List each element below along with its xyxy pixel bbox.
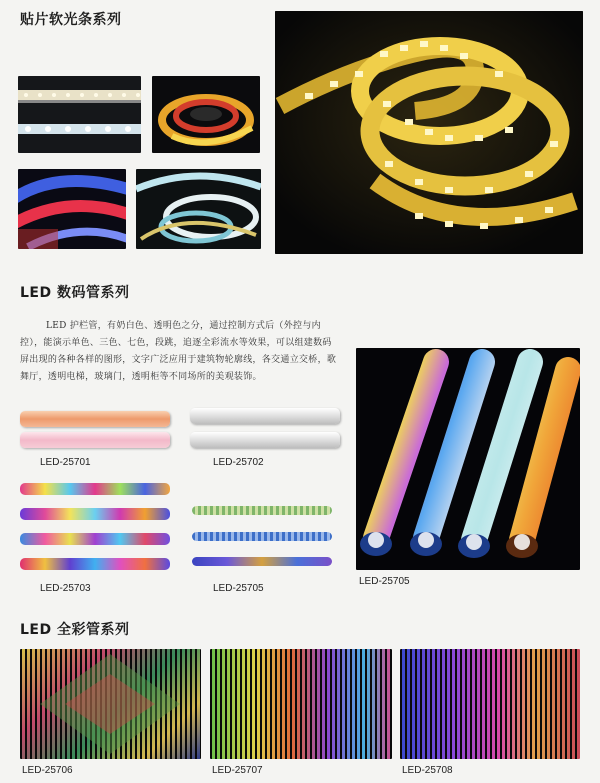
caption-25705-small: LED-25705 <box>213 583 264 594</box>
caption-25702: LED-25702 <box>213 457 264 468</box>
caption-25706: LED-25706 <box>22 765 73 776</box>
caption-25707: LED-25707 <box>212 765 263 776</box>
tube-25705-multi <box>192 557 332 566</box>
strip-photo-white <box>18 76 141 153</box>
tube-25701-bottom <box>20 432 170 448</box>
tube-25703-2 <box>20 508 170 520</box>
tube-25702-top <box>190 408 340 424</box>
tube-25703-4 <box>20 558 170 570</box>
caption-25708: LED-25708 <box>402 765 453 776</box>
tube-25703-3 <box>20 533 170 545</box>
tube-25701-top <box>20 411 170 427</box>
fullcolor-section-title: LED 全彩管系列 <box>20 622 130 638</box>
caption-25705-large: LED-25705 <box>359 576 410 587</box>
strip-photo-reel <box>152 76 260 153</box>
caption-25701: LED-25701 <box>40 457 91 468</box>
fullcolor-panel-25706 <box>20 649 201 759</box>
strip-photo-rgb <box>18 169 126 249</box>
strip-photo-large <box>275 11 583 254</box>
tube-25702-bottom <box>190 432 340 448</box>
tube-25703-1 <box>20 483 170 495</box>
digital-section-title: LED 数码管系列 <box>20 285 130 301</box>
strip-section-title: 贴片软光条系列 <box>20 12 122 28</box>
fullcolor-panel-25707 <box>210 649 392 759</box>
caption-25703: LED-25703 <box>40 583 91 594</box>
tube-25705-blue <box>192 532 332 541</box>
digital-description: LED 护栏管，有奶白色、透明色之分，通过控制方式后（外控与内控），能演示单色、三色、七色，段跳，追逐全彩流水等效果，可以组建数码屏出现的各种各样的图形，文字广泛应用于建筑物轮廓线，各交通立交桥，歌舞厅，透明电梯，玻璃门，透明柜等不同场所的美观装饰。 <box>20 321 337 382</box>
tubes-photo-large <box>356 348 580 570</box>
fullcolor-panel-25708 <box>400 649 580 759</box>
strip-photo-coils <box>136 169 261 249</box>
tube-25705-green <box>192 506 332 515</box>
